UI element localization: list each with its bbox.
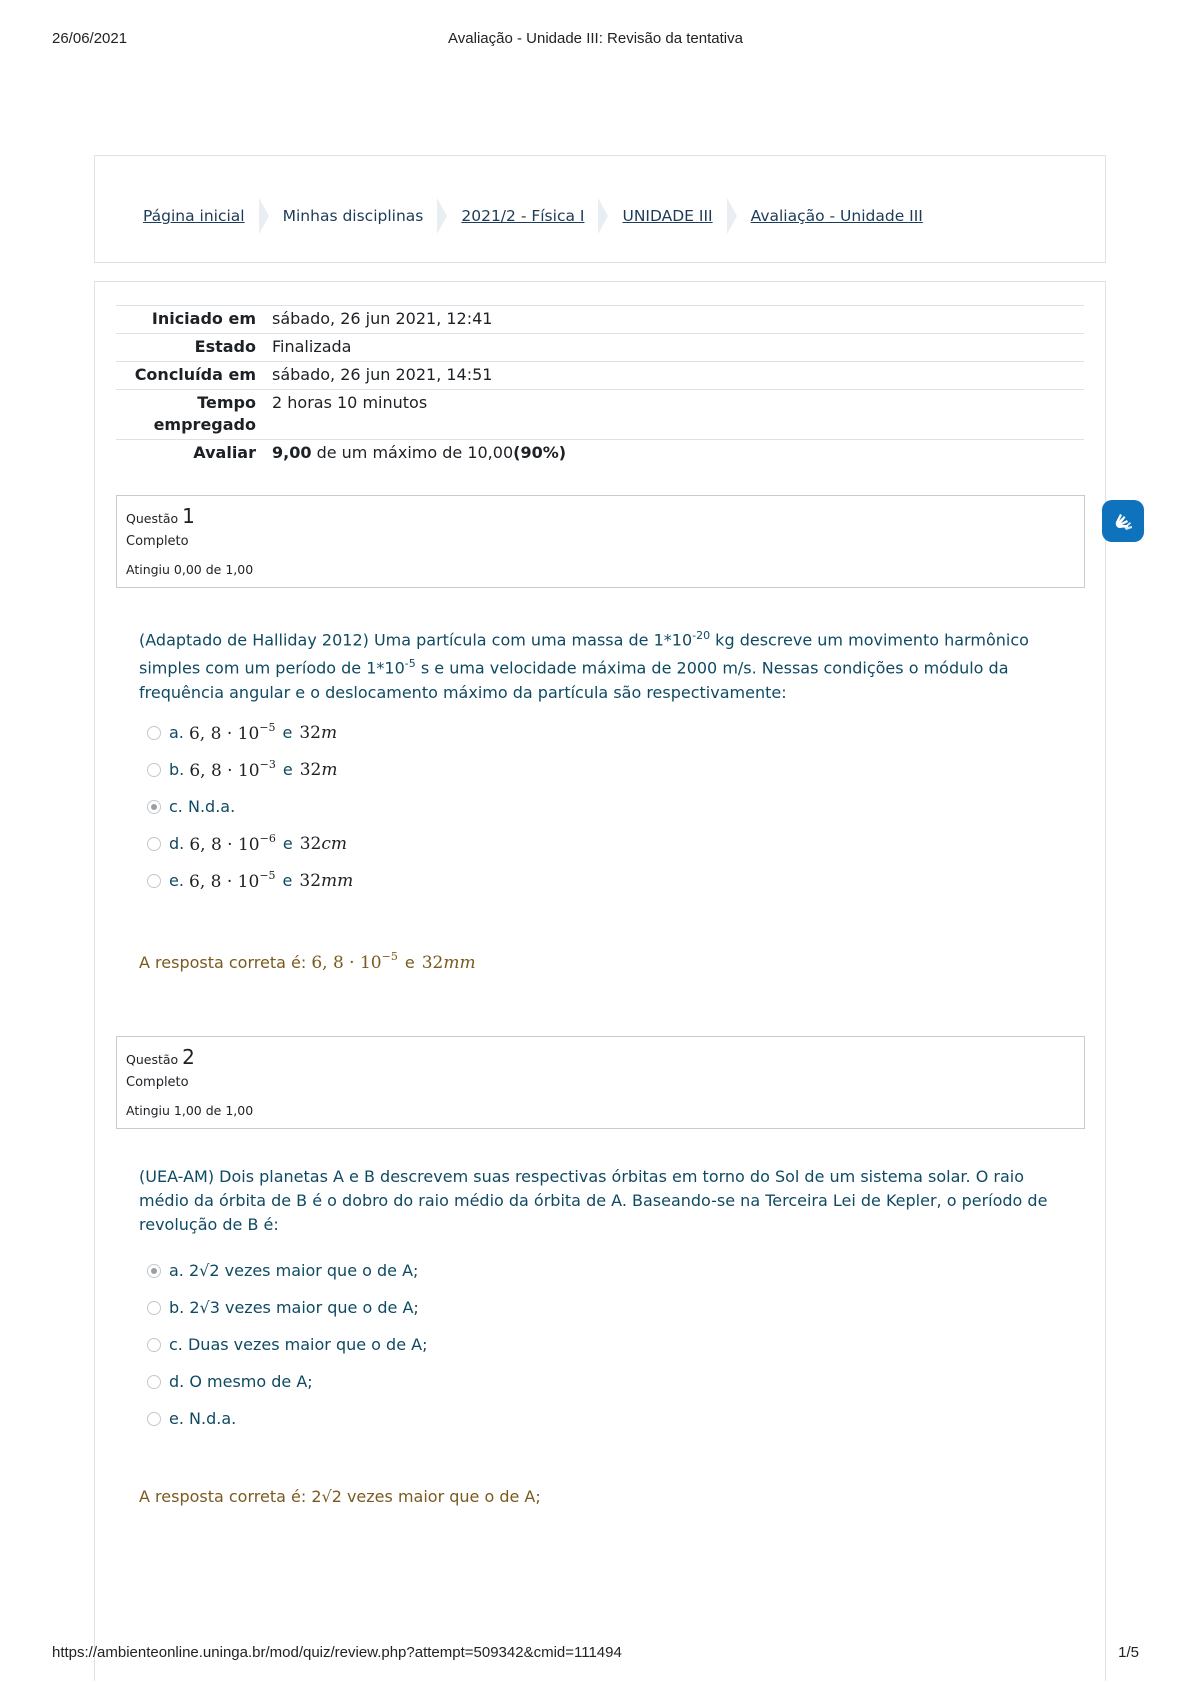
radio-button-selected[interactable] — [147, 800, 161, 814]
question-number: 1 — [182, 504, 195, 528]
radio-button[interactable] — [147, 1301, 161, 1315]
breadcrumb-home[interactable]: Página inicial — [143, 207, 245, 225]
print-url: https://ambienteonline.uninga.br/mod/quiz/review.php?attempt=509342&cmid=111494 — [52, 1644, 622, 1661]
answer-option-c[interactable]: c. N.d.a. — [147, 788, 353, 825]
breadcrumb-separator — [437, 198, 447, 234]
breadcrumb-course[interactable]: 2021/2 - Física I — [461, 207, 585, 225]
radio-button[interactable] — [147, 1338, 161, 1352]
radio-button[interactable] — [147, 726, 161, 740]
grade-percent: (90%) — [513, 443, 567, 462]
breadcrumb — [143, 198, 923, 234]
radio-button[interactable] — [147, 1412, 161, 1426]
question-2-text: (UEA-AM) Dois planetas A e B descrevem suas respectivas órbitas em torno do Sol de um sistema solar. O raio médio da órbita de B é o dobro do raio médio da órbita de A. Baseando-se na Terceira Lei de Kepler, o período de revolução de B é: — [139, 1167, 1048, 1234]
radio-button[interactable] — [147, 763, 161, 777]
main-region — [94, 281, 1106, 1681]
answer-option-d[interactable]: d. 6, $8 \cdot 10^{-6}$ e 32cm — [147, 825, 353, 862]
radio-button[interactable] — [147, 1375, 161, 1389]
radio-button-selected[interactable] — [147, 1264, 161, 1278]
breadcrumb-separator — [259, 198, 269, 234]
breadcrumb-separator — [598, 198, 608, 234]
print-footer — [52, 1644, 1139, 1664]
question-1-correct-answer: A resposta correta é: 6, $8 \cdot 10^{-5}$ e 32mm — [139, 950, 476, 973]
answer-option-d[interactable]: d. O mesmo de A; — [147, 1363, 427, 1400]
grade-score: 9,00 — [272, 443, 312, 462]
answer-option-a[interactable]: a. 6, $8 \cdot 10^{-5}$ e 32m — [147, 714, 353, 751]
question-grade: Atingiu 0,00 de 1,00 — [126, 562, 254, 577]
breadcrumb-quiz[interactable]: Avaliação - Unidade III — [750, 207, 923, 225]
question-1-text: (Adaptado de Halliday 2012) Uma partícula com uma massa de $1*10^{-20}$ kg descreve um movimento harmônico simples com um período de $1*10^{-5}$ s e uma velocidade máxima de 2000 m/s. Nessas condições o módulo da frequência angular e o deslocamento máximo da partícula são respectivamente: — [139, 629, 1029, 702]
attempt-summary-table — [116, 305, 1084, 467]
question-2-info: Questão 2 Completo Atingiu 1,00 de 1,00 — [116, 1036, 1085, 1129]
summary-row-state: Estado Finalizada — [116, 333, 1084, 361]
breadcrumb-container — [94, 155, 1106, 263]
print-header — [52, 30, 1139, 50]
radio-button[interactable] — [147, 874, 161, 888]
sign-language-hands-icon[interactable] — [1102, 500, 1144, 542]
summary-row-grade: Avaliar 9,00 de um máximo de 10,00(90%) — [116, 439, 1084, 467]
answer-option-b[interactable]: b. 6, $8 \cdot 10^{-3}$ e 32m — [147, 751, 353, 788]
answer-option-a[interactable]: a. 2√2 vezes maior que o de A; — [147, 1252, 427, 1289]
breadcrumb-separator — [727, 198, 737, 234]
print-date: 26/06/2021 — [52, 30, 128, 47]
question-2-answers — [147, 1252, 427, 1437]
summary-row-time: Tempo empregado 2 horas 10 minutos — [116, 389, 1084, 439]
radio-button[interactable] — [147, 837, 161, 851]
answer-option-e[interactable]: e. 6, $8 \cdot 10^{-5}$ e 32mm — [147, 862, 353, 899]
question-number: 2 — [182, 1045, 195, 1069]
question-state: Completo — [126, 534, 189, 549]
breadcrumb-unit[interactable]: UNIDADE III — [622, 207, 713, 225]
question-state: Completo — [126, 1075, 189, 1090]
answer-option-e[interactable]: e. N.d.a. — [147, 1400, 427, 1437]
summary-row-completed: Concluída em sábado, 26 jun 2021, 14:51 — [116, 361, 1084, 389]
summary-row-started: Iniciado em sábado, 26 jun 2021, 12:41 — [116, 305, 1084, 333]
print-title: Avaliação - Unidade III: Revisão da tentativa — [448, 30, 743, 47]
question-2-correct-answer: A resposta correta é: 2√2 vezes maior que o de A; — [139, 1487, 541, 1506]
question-grade: Atingiu 1,00 de 1,00 — [126, 1103, 254, 1118]
answer-option-c[interactable]: c. Duas vezes maior que o de A; — [147, 1326, 427, 1363]
breadcrumb-my-courses: Minhas disciplinas — [282, 207, 424, 225]
answer-option-b[interactable]: b. 2√3 vezes maior que o de A; — [147, 1289, 427, 1326]
question-1-info: Questão 1 Completo Atingiu 0,00 de 1,00 — [116, 495, 1085, 588]
question-1-answers — [147, 714, 353, 899]
print-page-number: 1/5 — [1118, 1644, 1139, 1661]
